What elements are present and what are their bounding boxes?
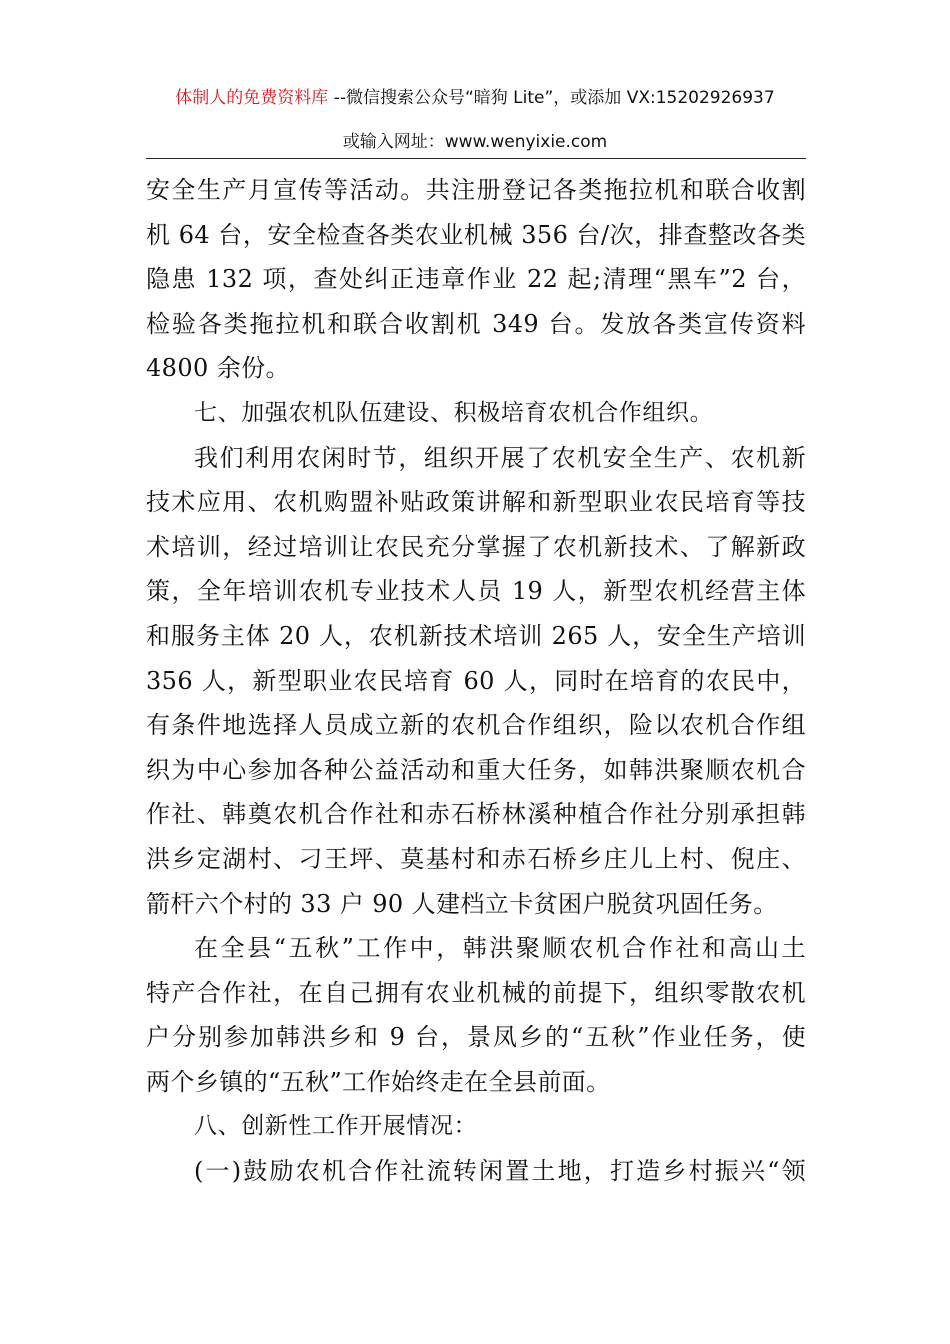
body-line: 检验各类拖拉机和联合收割机 349 台。发放各类宣传资料	[146, 309, 806, 338]
body-line: 两个乡镇的“五秋”工作始终走在全县前面。	[146, 1067, 611, 1096]
section-heading-7: 七、加强农机队伍建设、积极培育农机合作组织。	[194, 399, 714, 426]
body-line: 术培训，经过培训让农民充分掌握了农机新技术、了解新政	[146, 532, 806, 561]
body-line: 4800 余份。	[146, 354, 290, 383]
document-body	[146, 168, 806, 1194]
body-line: 在全县“五秋”工作中，韩洪聚顺农机合作社和高山土	[194, 934, 806, 963]
body-line: 策，全年培训农机专业技术人员 19 人，新型农机经营主体	[146, 577, 806, 606]
body-line: 洪乡定湖村、刁王坪、莫基村和赤石桥乡庄儿上村、倪庄、	[146, 844, 806, 873]
body-line: 和服务主体 20 人，农机新技术培训 265 人，安全生产培训	[146, 621, 806, 650]
body-line: 安全生产月宣传等活动。共注册登记各类拖拉机和联合收割	[146, 176, 806, 204]
body-line: 356 人，新型职业农民培育 60 人，同时在培育的农民中，	[146, 666, 806, 695]
header-source-name: 体制人的免费资料库	[175, 88, 329, 108]
body-line: 作社、韩奠农机合作社和赤石桥林溪种植合作社分别承担韩	[146, 800, 806, 829]
body-line: 我们利用农闲时节，组织开展了农机安全生产、农机新	[194, 443, 806, 472]
body-line: 机 64 台，安全检查各类农业机械 356 台/次，排查整改各类	[146, 220, 806, 249]
body-line: 技术应用、农机购盟补贴政策讲解和新型职业农民培育等技	[146, 488, 806, 517]
header-promo-line	[0, 86, 950, 110]
section-heading-8: 八、创新性工作开展情况：	[194, 1113, 478, 1140]
body-line: 箭杆六个村的 33 户 90 人建档立卡贫困户脱贫巩固任务。	[146, 889, 778, 918]
body-line: 有条件地选择人员成立新的农机合作组织，险以农机合作组	[146, 711, 806, 740]
body-line: (一)鼓励农机合作社流转闲置土地，打造乡村振兴“领	[194, 1157, 806, 1186]
header-divider	[146, 158, 806, 159]
header-url-line: 或输入网址：www.wenyixie.com	[342, 132, 608, 152]
body-line: 织为中心参加各种公益活动和重大任务，如韩洪聚顺农机合	[146, 755, 806, 784]
header-promo-text: --微信搜索公众号“暗狗 Lite”，或添加 VX:15202926937	[328, 88, 775, 108]
body-line: 户分别参加韩洪乡和 9 台，景凤乡的“五秋”作业任务，使	[146, 1023, 806, 1052]
body-line: 特产合作社，在自己拥有农业机械的前提下，组织零散农机	[146, 978, 806, 1007]
body-line: 隐患 132 项，查处纠正违章作业 22 起;清理“黑车”2 台，	[146, 265, 806, 294]
